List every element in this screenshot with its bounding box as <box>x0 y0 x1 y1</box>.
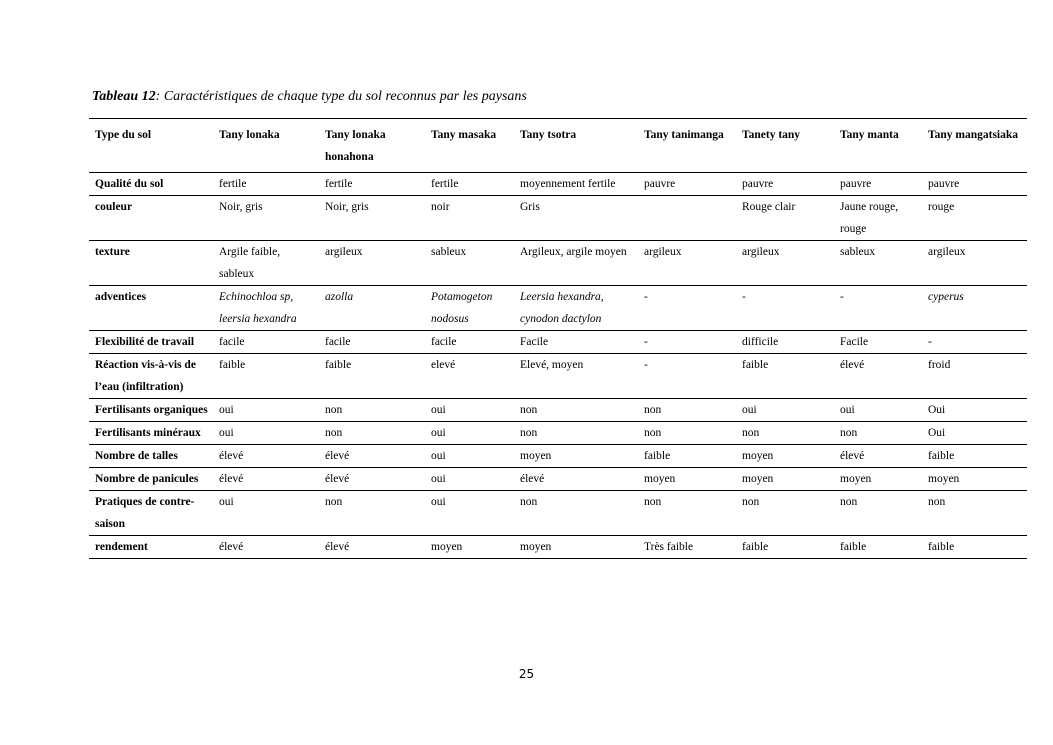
table-cell: fertile <box>319 173 425 196</box>
table-cell: sableux <box>425 241 514 286</box>
table-cell: oui <box>425 399 514 422</box>
table-cell: difficile <box>736 331 834 354</box>
table-cell: - <box>736 286 834 331</box>
table-cell: elevé <box>425 354 514 399</box>
table-cell: oui <box>213 491 319 536</box>
header-cell: Tany mangatsiaka <box>922 119 1027 173</box>
table-row <box>89 399 1027 422</box>
table-cell: Oui <box>922 399 1027 422</box>
table-row <box>89 445 1027 468</box>
table-row <box>89 468 1027 491</box>
table-row <box>89 196 1027 241</box>
header-cell: Tany lonaka <box>213 119 319 173</box>
table-row <box>89 173 1027 196</box>
table-cell: Gris <box>514 196 638 241</box>
table-cell: non <box>834 491 922 536</box>
table-cell: fertile <box>213 173 319 196</box>
soil-types-table <box>89 118 1027 559</box>
table-cell: fertile <box>425 173 514 196</box>
table-cell: - <box>638 286 736 331</box>
table-cell: non <box>514 422 638 445</box>
table-cell: facile <box>319 331 425 354</box>
row-header-cell: Pratiques de contre-saison <box>89 491 213 536</box>
table-cell: Noir, gris <box>319 196 425 241</box>
table-cell: oui <box>425 468 514 491</box>
table-cell: Rouge clair <box>736 196 834 241</box>
table-cell: non <box>638 399 736 422</box>
table-cell: faible <box>922 536 1027 559</box>
caption-text: : Caractéristiques de chaque type du sol reconnus par les paysans <box>155 89 527 104</box>
table-cell: faible <box>736 536 834 559</box>
table-cell: - <box>638 331 736 354</box>
row-header-cell: Réaction vis-à-vis de l’eau (infiltration) <box>89 354 213 399</box>
table-cell: élevé <box>319 445 425 468</box>
table-cell: oui <box>425 491 514 536</box>
table-cell: faible <box>922 445 1027 468</box>
header-cell: Tany lonaka honahona <box>319 119 425 173</box>
table-cell: moyen <box>638 468 736 491</box>
table-cell: moyen <box>514 445 638 468</box>
row-header-cell: texture <box>89 241 213 286</box>
table-cell: Jaune rouge, rouge <box>834 196 922 241</box>
table-cell: élevé <box>319 536 425 559</box>
table-cell: Argileux, argile moyen <box>514 241 638 286</box>
row-header-cell: Flexibilité de travail <box>89 331 213 354</box>
table-cell: élevé <box>213 468 319 491</box>
table-cell: - <box>638 354 736 399</box>
table-row <box>89 422 1027 445</box>
table-cell: noir <box>425 196 514 241</box>
header-cell: Type du sol <box>89 119 213 173</box>
table-cell: oui <box>834 399 922 422</box>
row-header-cell: rendement <box>89 536 213 559</box>
table-cell: Oui <box>922 422 1027 445</box>
table-cell: non <box>834 422 922 445</box>
table-cell: Noir, gris <box>213 196 319 241</box>
table-cell: argileux <box>736 241 834 286</box>
table-cell: faible <box>319 354 425 399</box>
row-header-cell: Nombre de panicules <box>89 468 213 491</box>
header-cell: Tany masaka <box>425 119 514 173</box>
table-cell: froid <box>922 354 1027 399</box>
header-cell: Tanety tany <box>736 119 834 173</box>
table-cell: pauvre <box>638 173 736 196</box>
table-caption <box>92 89 527 105</box>
table-cell: Potamogeton nodosus <box>425 286 514 331</box>
table-cell: argileux <box>638 241 736 286</box>
table-cell: rouge <box>922 196 1027 241</box>
table-cell: argileux <box>922 241 1027 286</box>
table-cell: non <box>638 422 736 445</box>
table-cell: cyperus <box>922 286 1027 331</box>
table-cell: élevé <box>213 445 319 468</box>
table-cell: moyen <box>736 445 834 468</box>
table-cell: oui <box>425 445 514 468</box>
table-cell: non <box>922 491 1027 536</box>
row-header-cell: Qualité du sol <box>89 173 213 196</box>
table-cell: Argile faible, sableux <box>213 241 319 286</box>
table-cell: non <box>319 422 425 445</box>
table-row <box>89 286 1027 331</box>
table-cell: élevé <box>514 468 638 491</box>
row-header-cell: Fertilisants organiques <box>89 399 213 422</box>
table-cell: moyen <box>736 468 834 491</box>
header-cell: Tany manta <box>834 119 922 173</box>
table-cell: oui <box>425 422 514 445</box>
table-cell: pauvre <box>736 173 834 196</box>
table-cell <box>638 196 736 241</box>
table-cell: non <box>736 422 834 445</box>
caption-label: Tableau 12 <box>92 89 156 104</box>
table-cell: élevé <box>834 445 922 468</box>
table-cell: moyennement fertile <box>514 173 638 196</box>
header-cell: Tany tanimanga <box>638 119 736 173</box>
table-cell: moyen <box>922 468 1027 491</box>
table-cell: faible <box>213 354 319 399</box>
row-header-cell: couleur <box>89 196 213 241</box>
table-cell: non <box>638 491 736 536</box>
header-cell: Tany tsotra <box>514 119 638 173</box>
table-cell: élevé <box>834 354 922 399</box>
table-row <box>89 536 1027 559</box>
table-cell: non <box>514 399 638 422</box>
table-row <box>89 354 1027 399</box>
table-cell: non <box>319 491 425 536</box>
table-cell: oui <box>213 422 319 445</box>
table-row <box>89 491 1027 536</box>
table-cell: moyen <box>514 536 638 559</box>
table-cell: Très faible <box>638 536 736 559</box>
table-row <box>89 241 1027 286</box>
table-cell: - <box>922 331 1027 354</box>
table-cell: facile <box>425 331 514 354</box>
table-cell: faible <box>638 445 736 468</box>
row-header-cell: Nombre de talles <box>89 445 213 468</box>
table-cell: argileux <box>319 241 425 286</box>
table-cell: élevé <box>319 468 425 491</box>
table-cell: non <box>736 491 834 536</box>
table-cell: élevé <box>213 536 319 559</box>
table-cell: azolla <box>319 286 425 331</box>
table-header-row <box>89 119 1027 173</box>
table-cell: pauvre <box>834 173 922 196</box>
table-cell: Elevé, moyen <box>514 354 638 399</box>
table-cell: non <box>514 491 638 536</box>
table-cell: oui <box>736 399 834 422</box>
row-header-cell: adventices <box>89 286 213 331</box>
row-header-cell: Fertilisants minéraux <box>89 422 213 445</box>
table-row <box>89 331 1027 354</box>
table-cell: - <box>834 286 922 331</box>
table-cell: Leersia hexandra, cynodon dactylon <box>514 286 638 331</box>
table-cell: oui <box>213 399 319 422</box>
table-cell: non <box>319 399 425 422</box>
table-cell: faible <box>736 354 834 399</box>
table-cell: faible <box>834 536 922 559</box>
table-cell: facile <box>213 331 319 354</box>
table-cell: Facile <box>834 331 922 354</box>
table-cell: sableux <box>834 241 922 286</box>
table-cell: Echinochloa sp, leersia hexandra <box>213 286 319 331</box>
page-number: 25 <box>518 667 535 681</box>
table-cell: moyen <box>425 536 514 559</box>
table-cell: pauvre <box>922 173 1027 196</box>
table-cell: Facile <box>514 331 638 354</box>
table-cell: moyen <box>834 468 922 491</box>
